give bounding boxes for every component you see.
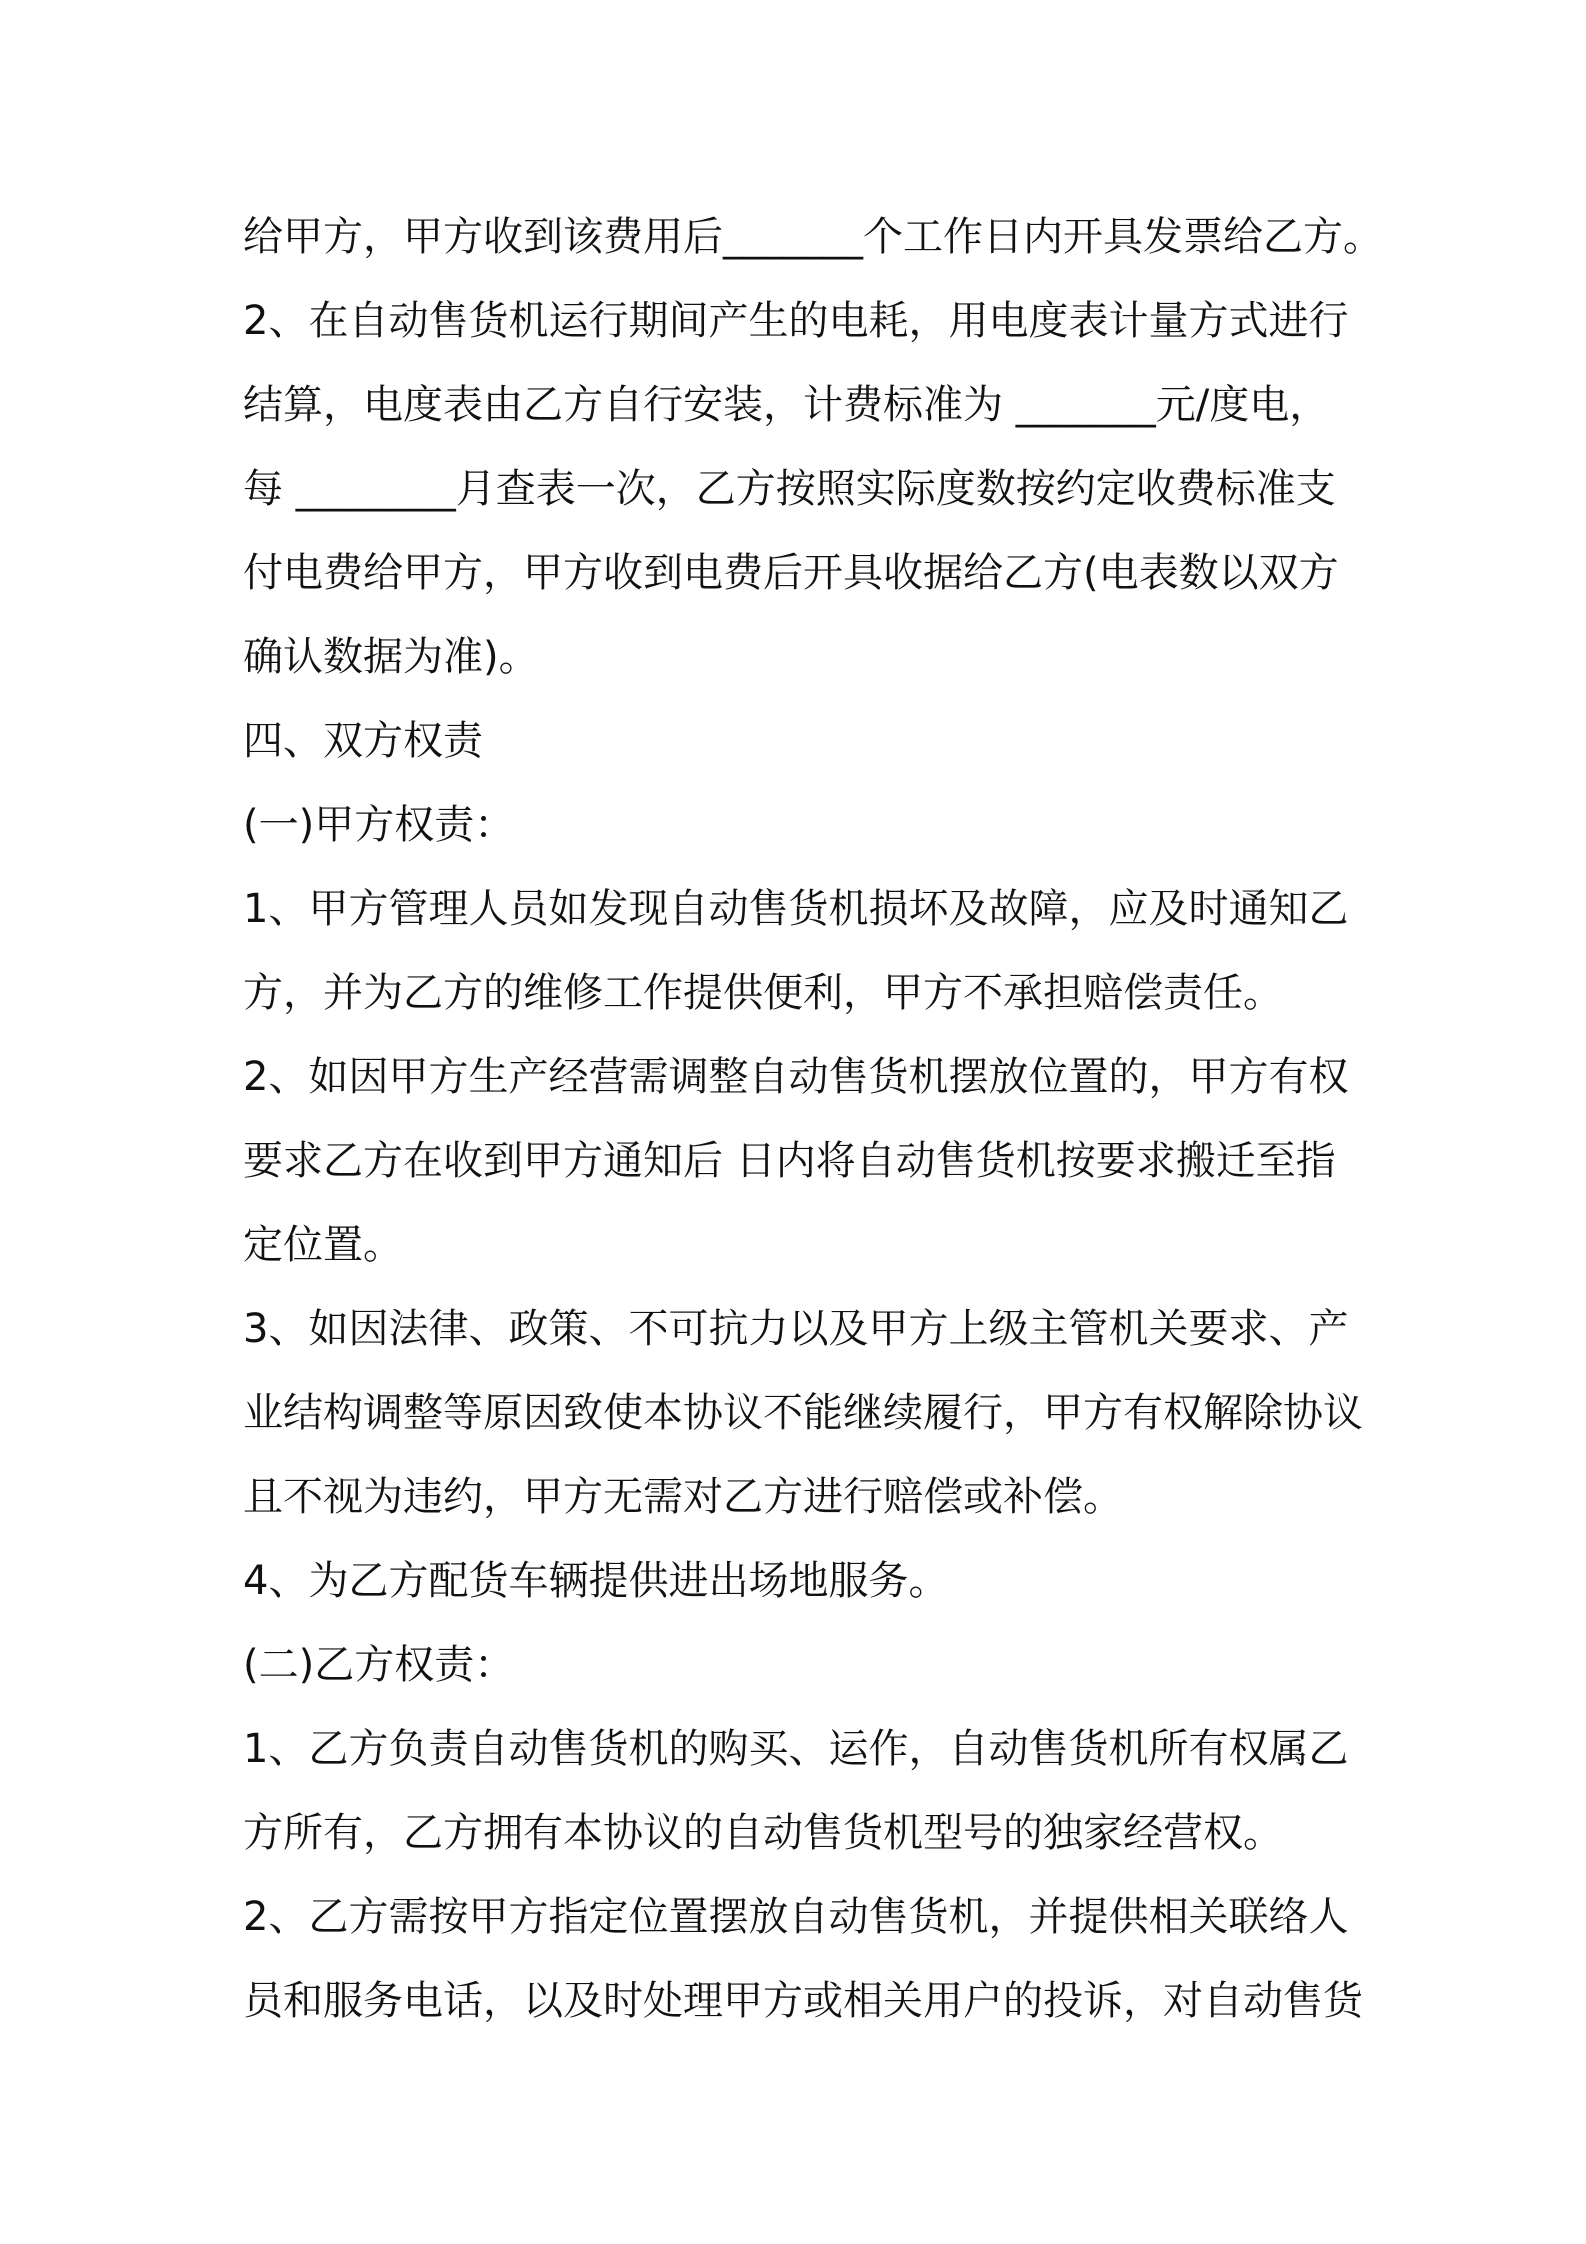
text-line: 1、乙方负责自动售货机的购买、运作，自动售货机所有权属乙	[243, 1726, 1349, 1772]
text-line: 每 ________月查表一次，乙方按照实际度数按约定收费标准支	[243, 466, 1336, 512]
text-line: 业结构调整等原因致使本协议不能继续履行，甲方有权解除协议	[243, 1390, 1363, 1436]
section-heading: 四、双方权责	[243, 718, 483, 764]
text-line: 方，并为乙方的维修工作提供便利，甲方不承担赔偿责任。	[243, 970, 1283, 1016]
text-line: 要求乙方在收到甲方通知后 日内将自动售货机按要求搬迁至指	[243, 1138, 1336, 1184]
text-line: 方所有，乙方拥有本协议的自动售货机型号的独家经营权。	[243, 1810, 1283, 1856]
text-line: 2、乙方需按甲方指定位置摆放自动售货机，并提供相关联络人	[243, 1894, 1349, 1940]
text-line: 且不视为违约，甲方无需对乙方进行赔偿或补偿。	[243, 1474, 1123, 1520]
text-line: 结算，电度表由乙方自行安装，计费标准为 _______元/度电，	[243, 382, 1330, 428]
text-line: 1、甲方管理人员如发现自动售货机损坏及故障，应及时通知乙	[243, 886, 1349, 932]
subsection-heading: (二)乙方权责：	[243, 1642, 515, 1688]
text-line: 定位置。	[243, 1222, 403, 1268]
text-line: 4、为乙方配货车辆提供进出场地服务。	[243, 1558, 949, 1604]
text-line: 给甲方，甲方收到该费用后_______个工作日内开具发票给乙方。	[243, 214, 1383, 260]
subsection-heading: (一)甲方权责：	[243, 802, 515, 848]
text-line: 员和服务电话，以及时处理甲方或相关用户的投诉，对自动售货	[243, 1978, 1363, 2024]
text-line: 付电费给甲方，甲方收到电费后开具收据给乙方(电表数以双方	[243, 550, 1339, 596]
text-line: 确认数据为准)。	[243, 634, 539, 680]
text-line: 2、如因甲方生产经营需调整自动售货机摆放位置的，甲方有权	[243, 1054, 1349, 1100]
document-body	[243, 195, 1393, 2043]
text-line: 3、如因法律、政策、不可抗力以及甲方上级主管机关要求、产	[243, 1306, 1349, 1352]
text-line: 2、在自动售货机运行期间产生的电耗，用电度表计量方式进行	[243, 298, 1349, 344]
